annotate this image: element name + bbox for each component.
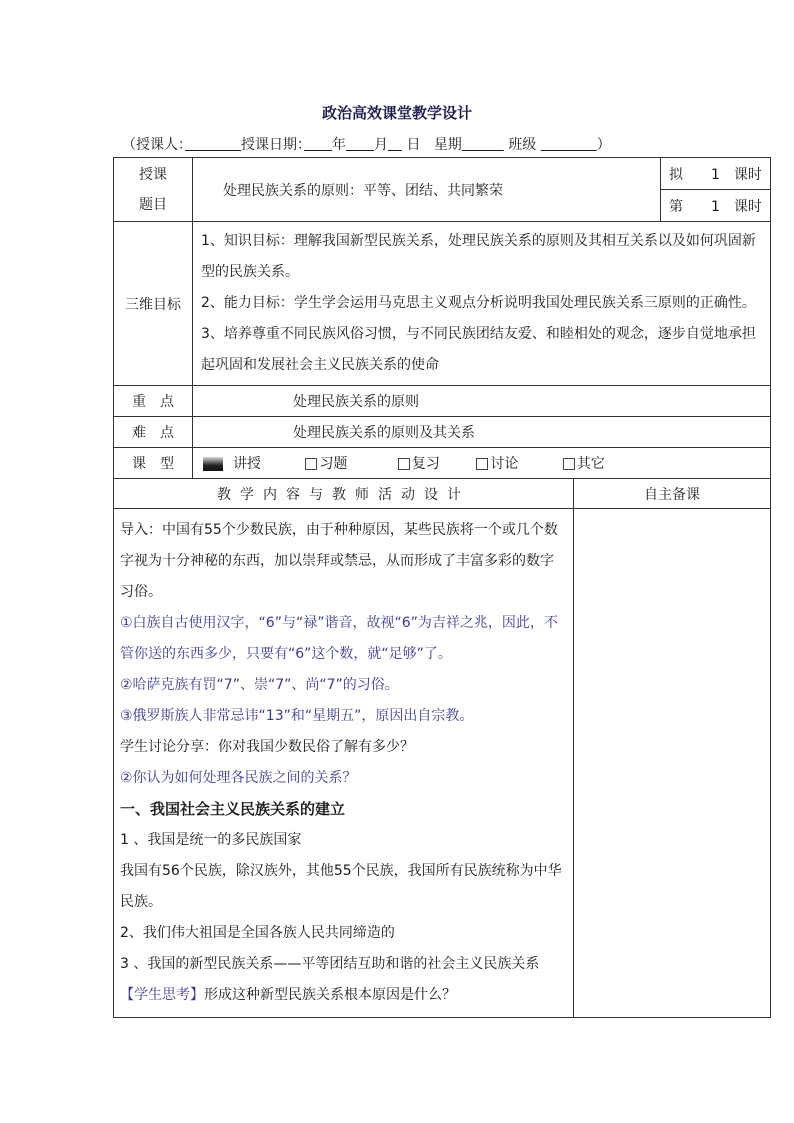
example-bai: ①白族自古使用汉字，“6”与“禄”谐音，故视“6”为吉祥之兆，因此，不管你送的东西多少，只要有“6”这个数，就“足够”了。	[120, 615, 558, 662]
content-header: 教学内容与教师活动设计	[114, 479, 574, 509]
header-line: （授课人： 授课日期： 年 月 日 星期 班级 ）	[122, 137, 611, 153]
goals-cell	[193, 222, 771, 386]
key-point-label: 重 点	[114, 386, 193, 417]
section-heading: 一、我国社会主义民族关系的建立	[120, 800, 346, 818]
lesson-plan-table	[113, 157, 771, 1018]
planned-hours: 拟 1 课时	[661, 158, 771, 190]
student-thinking: 【学生思考】形成这种新型民族关系根本原因是什么？	[120, 987, 456, 1003]
self-prep-cell[interactable]	[574, 509, 771, 1018]
topic-label-cell: 授课题目	[114, 158, 193, 222]
example-russian: ③俄罗斯族人非常忌讳“13”和“星期五”，原因出自宗教。	[120, 708, 474, 724]
self-prep-header: 自主备课	[574, 479, 771, 509]
checkbox-icon[interactable]	[398, 458, 410, 470]
difficulty-label: 难 点	[114, 417, 193, 448]
date-label: 授课日期：	[241, 137, 304, 153]
teaching-content	[114, 509, 574, 1018]
month-label: 月	[374, 137, 388, 153]
checkbox-icon[interactable]	[305, 458, 317, 470]
year-label: 年	[332, 137, 346, 153]
checkbox-icon[interactable]	[476, 458, 488, 470]
point-2: 2、我们伟大祖国是全国各族人民共同缔造的	[120, 925, 395, 941]
option-review: 复习	[411, 456, 440, 472]
option-lecture: 讲授	[233, 456, 261, 472]
point-1: 1 、我国是统一的多民族国家	[120, 832, 302, 848]
example-kazakh: ②哈萨克族有罚“7”、崇“7”、尚“7”的习俗。	[120, 677, 399, 693]
goal-ability: 2、能力目标：学生学会运用马克思主义观点分析说明我国处理民族关系三原则的正确性。	[201, 295, 756, 311]
goal-values: 3、培养尊重不同民族风俗习惯，与不同民族团结友爱、和睦相处的观念，逐步自觉地承担起巩固和发展社会主义民族关系的使命	[201, 326, 756, 373]
day-label: 日	[406, 137, 421, 153]
discussion-prompt: 学生讨论分享：你对我国少数民俗了解有多少？	[120, 739, 414, 755]
goals-label: 三维目标	[114, 222, 193, 386]
topic-cell: 处理民族关系的原则：平等、团结、共同繁荣	[193, 158, 661, 222]
week-label: 星期	[433, 137, 462, 153]
class-label: 班级	[508, 137, 537, 153]
difficulty-value: 处理民族关系的原则及其关系	[193, 417, 771, 448]
point-1-text: 我国有56个民族，除汉族外，其他55个民族，我国所有民族统称为中华民族。	[120, 863, 562, 910]
point-3: 3 、我国的新型民族关系——平等团结互助和谐的社会主义民族关系	[120, 956, 540, 972]
option-exercise: 习题	[319, 456, 348, 472]
goal-knowledge: 1、知识目标：理解我国新型民族关系，处理民族关系的原则及其相互关系以及如何巩固新型的民族关系。	[201, 233, 756, 280]
option-discussion: 讨论	[490, 456, 519, 472]
intro-paragraph: 导入：中国有55个少数民族，由于种种原因，某些民族将一个或几个数字视为十分神秘的东西，加以崇拜或禁忌，从而形成了丰富多彩的数字习俗。	[120, 522, 558, 600]
option-other: 其它	[576, 456, 605, 472]
checkbox-icon[interactable]	[563, 458, 575, 470]
lesson-sequence: 第 1 课时	[661, 190, 771, 222]
page-title: 政治高效课堂教学设计	[321, 104, 472, 122]
filled-checkbox-icon[interactable]	[203, 457, 223, 471]
key-point-value: 处理民族关系的原则	[193, 386, 771, 417]
teacher-label: （授课人：	[122, 137, 185, 153]
lesson-type-options	[193, 448, 771, 479]
lesson-type-label: 课 型	[114, 448, 193, 479]
discussion-question: ②你认为如何处理各民族之间的关系？	[120, 770, 357, 786]
